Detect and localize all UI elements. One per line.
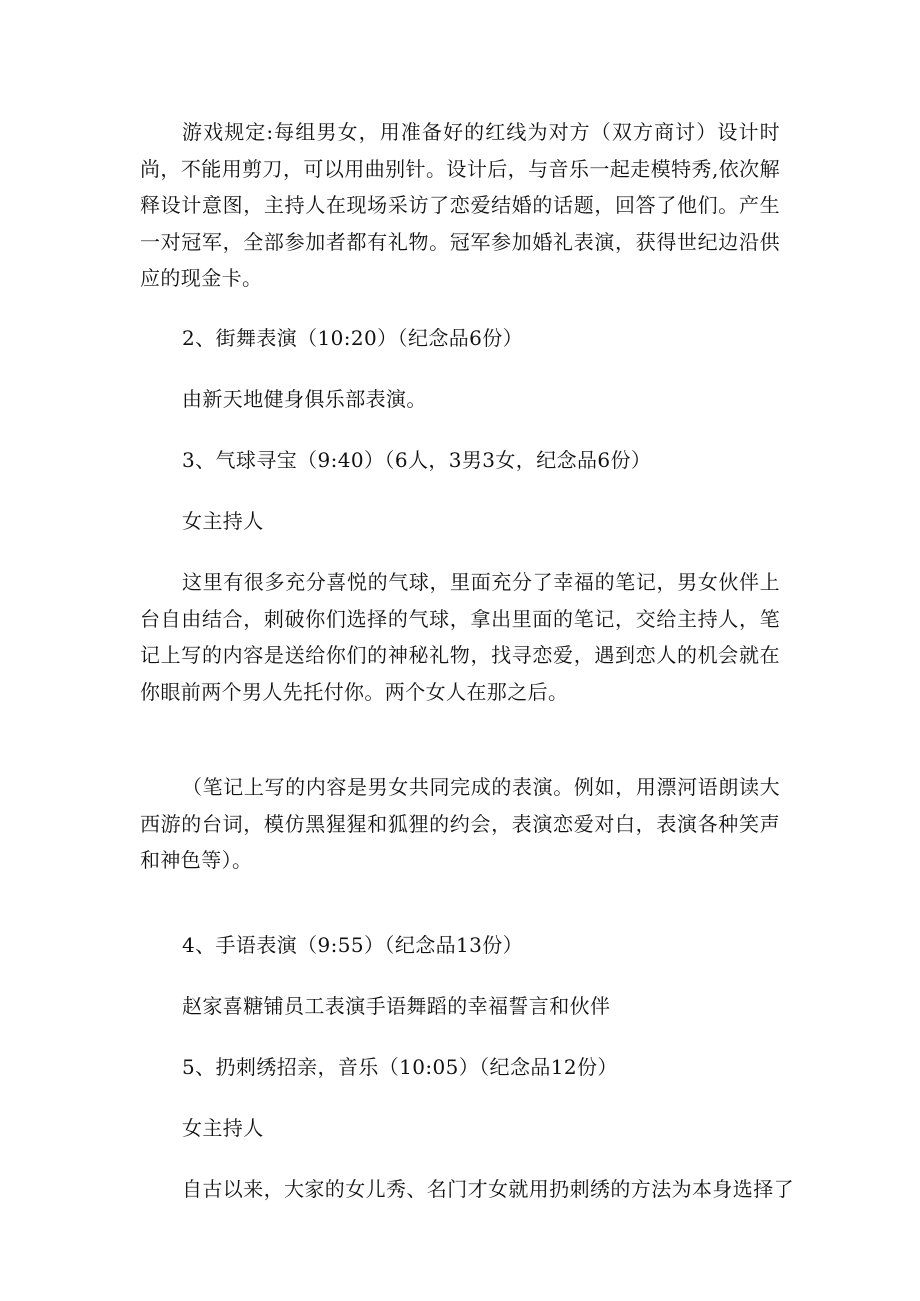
label-female-host-1: 女主持人 (182, 509, 264, 533)
paragraph-embroidery-intro: 自古以来，大家的女儿秀、名门才女就用扔刺绣的方法为本身选择了 (182, 1177, 794, 1201)
paragraph-street-dance-desc: 由新天地健身俱乐部表演。 (182, 387, 427, 411)
label-female-host-2: 女主持人 (182, 1116, 264, 1140)
paragraph-sign-language-desc: 赵家喜糖铺员工表演手语舞蹈的幸福誓言和伙伴 (182, 994, 611, 1018)
paragraph-note-content: （笔记上写的内容是男女共同完成的表演。例如，用漂河语朗读大西游的台词，模仿黑猩猩和狐狸的约会，表演恋爱对白，表演各种笑声和神色等）。 (140, 775, 780, 872)
paragraph-game-rules: 游戏规定:每组男女，用准备好的红线为对方（双方商讨）设计时尚，不能用剪刀，可以用曲别针。设计后，与音乐一起走模特秀,依次解释设计意图，主持人在现场采访了恋爱结婚的话题，回答了他们。产生一对冠军，全部参加者都有礼物。冠军参加婚礼表演，获得世纪边沿供应的现金卡。 (140, 120, 780, 290)
heading-street-dance: 2、街舞表演（10:20）（纪念品6份） (182, 326, 524, 350)
heading-sign-language: 4、手语表演（9:55）（纪念品13份） (182, 933, 524, 957)
heading-throw-embroidery: 5、扔刺绣招亲，音乐（10:05）（纪念品12份） (182, 1055, 618, 1079)
heading-balloon-treasure: 3、气球寻宝（9:40）（6人，3男3女，纪念品6份） (182, 448, 652, 472)
paragraph-balloon-desc: 这里有很多充分喜悦的气球，里面充分了幸福的笔记，男女伙伴上台自由结合，刺破你们选择的气球，拿出里面的笔记，交给主持人，笔记上写的内容是送给你们的神秘礼物，找寻恋爱，遇到恋人的机会就在你眼前两个男人先托付你。两个女人在那之后。 (140, 570, 780, 704)
